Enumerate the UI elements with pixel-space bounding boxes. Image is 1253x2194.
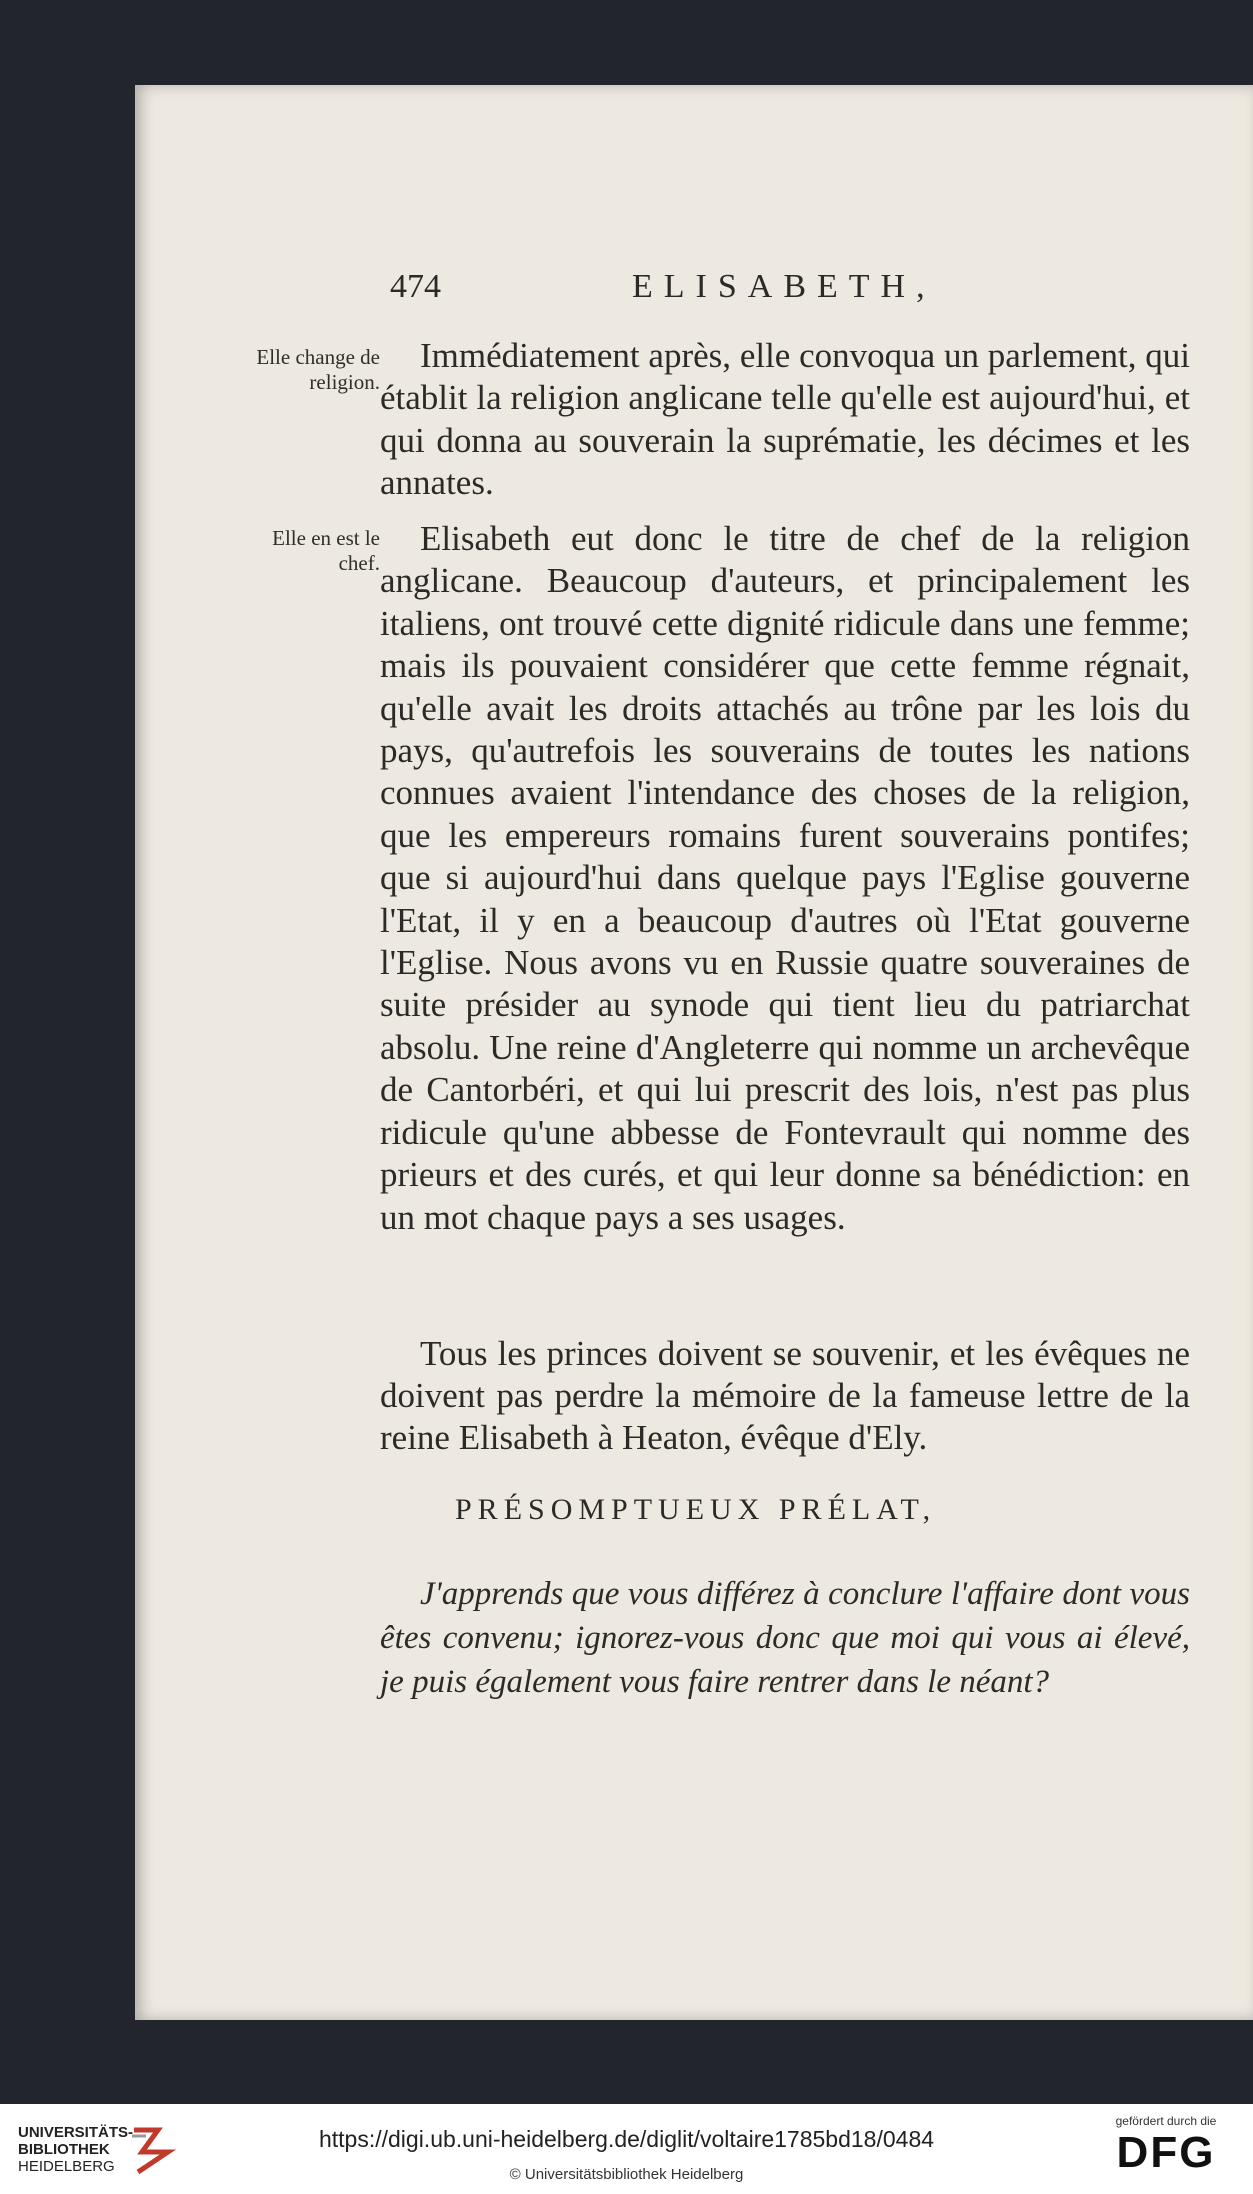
library-name-line3: HEIDELBERG (18, 2158, 115, 2175)
running-title: ELISABETH, (632, 268, 936, 305)
letter-salutation: PRÉSOMPTUEUX PRÉLAT, (455, 1493, 937, 1526)
copyright-notice: © Universitätsbibliothek Heidelberg (509, 2166, 744, 2183)
library-name-line1: UNIVERSITÄTS- (18, 2124, 134, 2141)
viewer-footer (0, 2104, 1253, 2194)
funder-caption: gefördert durch die (1115, 2114, 1217, 2128)
letter-text: J'apprends que vous différez à conclure l'affaire dont vous êtes convenu; ignorez-vous donc que moi qui vous ai élevé, je puis également vous faire rentrer dans le néant? (380, 1576, 1190, 1700)
running-head (390, 268, 1220, 318)
paragraph-2 (380, 518, 1190, 1239)
paragraph-3-text: Tous les princes doivent se souvenir, et les évêques ne doivent pas perdre la mémoire de la fameuse lettre de la reine Elisabeth à Heaton, évêque d'Ely. (380, 1334, 1190, 1457)
page-number: 474 (390, 268, 441, 305)
funder-logo[interactable] (1101, 2114, 1231, 2178)
paragraph-3 (380, 1333, 1190, 1459)
paragraph-1 (380, 335, 1190, 505)
dfg-logo: DFG (1116, 2128, 1216, 2177)
letter-excerpt (380, 1572, 1190, 1704)
paragraph-1-text: Immédiatement après, elle convoqua un parlement, qui établit la religion anglicane telle qu'elle est aujourd'hui, et qui donna au souverain la suprématie, les décimes et les annates. (380, 336, 1190, 503)
library-name-line2: BIBLIOTHEK (18, 2141, 110, 2158)
permalink-url[interactable]: https://digi.ub.uni-heidelberg.de/diglit/voltaire1785bd18/0484 (318, 2126, 935, 2152)
paragraph-2-text: Elisabeth eut donc le titre de chef de la religion anglicane. Beaucoup d'auteurs, et principalement les italiens, ont trouvé cette dignité ridicule dans une femme; mais ils pouvaient considérer que cette femme régnait, qu'elle avait les droits attachés au trône par les lois du pays, qu'autrefois les souverains de toutes les nations connues avaient l'intendance des choses de la religion, que les empereurs romains furent souverains pontifes; que si aujourd'hui dans quelque pays l'Eglise gouverne l'Etat, il y en a beaucoup d'autres où l'Etat gouverne l'Eglise. Nous avons vu en Russie quatre souveraines de suite présider au synode qui tient lieu du patriarchat absolu. Une reine d'Angleterre qui nomme un archevêque de Cantorbéri, et qui lui prescrit des lois, n'est pas plus ridicule qu'une abbesse de Fontevrault qui nomme des prieurs et des curés, et qui leur donne sa bénédiction: en un mot chaque pays a ses usages. (380, 519, 1190, 1237)
margin-note-religion: Elle change de religion. (256, 345, 380, 394)
margin-note-chef: Elle en est le chef. (272, 526, 380, 575)
